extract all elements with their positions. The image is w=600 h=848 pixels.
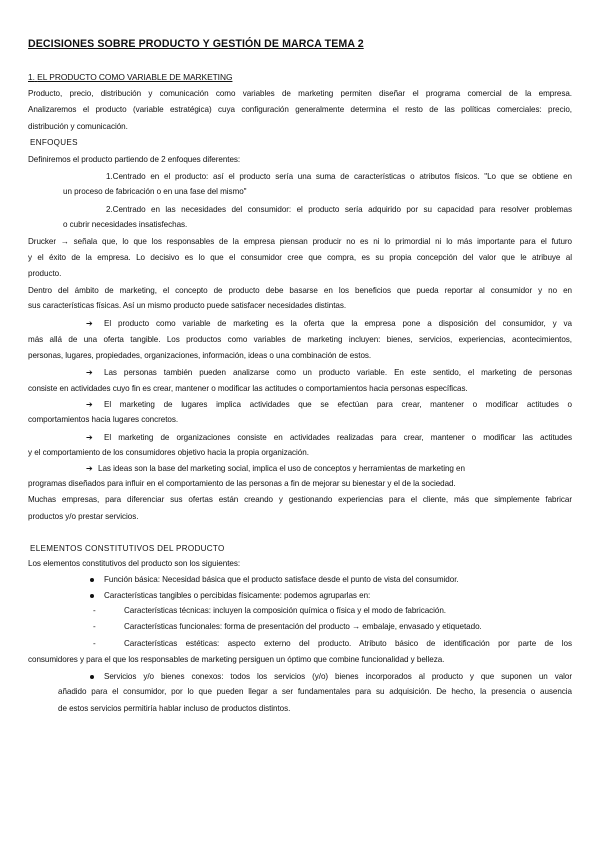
arrow-right-icon: ➔ (86, 400, 93, 409)
arrow-item-3-line-1: ➔ El marketing de lugares implica actividades que se efectúan para crear, mantener o modificar actitudes o (86, 400, 572, 409)
section-1-title: EL PRODUCTO COMO VARIABLE DE MARKETING (37, 72, 233, 82)
bullet-3-line-1: Servicios y/o bienes conexos: todos los servicios (y/o) bienes incorporados al producto y que suponen un valor (104, 672, 572, 681)
sub-item-3-line-2: consumidores y para el que los responsables de marketing persiguen un óptimo que combine funcionalidad y belleza. (28, 655, 445, 664)
dash-icon: - (93, 606, 96, 615)
arrow-item-2-line-1: ➔ Las personas también pueden analizarse como un producto variable. En este sentido, el marketing de personas (86, 368, 572, 377)
section-1-number: 1. (28, 72, 35, 82)
intro-line-3: distribución y comunicación. (28, 122, 128, 131)
section-2-intro: Los elementos constitutivos del producto son los siguientes: (28, 559, 241, 568)
arrow-item-4-line-1: ➔ El marketing de organizaciones consiste en actividades realizadas para crear, mantener o modificar las actitudes (86, 433, 572, 442)
enfoques-intro: Definiremos el producto partiendo de 2 enfoques diferentes: (28, 155, 241, 164)
bullet-dot-icon (90, 578, 94, 582)
arrow-item-1-line-1: ➔ El producto como variable de marketing es la oferta que la empresa pone a disposición del consumidor, y va (86, 319, 572, 328)
dash-icon: - (93, 639, 96, 648)
bullet-1: Función básica: Necesidad básica que el producto satisface desde el punto de vista del consumidor. (104, 575, 459, 584)
enfoque-1-line-2: un proceso de fabricación o en una fase del mismo" (63, 187, 247, 196)
enfoque-1-line-1: 1.Centrado en el producto: así el producto sería una suma de características o atributos físicos. "Lo que se obtiene en (106, 172, 572, 181)
arrow-item-4-line-2: y el comportamiento de los consumidores objetivo hacia la propia organización. (28, 448, 309, 457)
muchas-line-2: productos y/o prestar servicios. (28, 512, 139, 521)
bullet-dot-icon (90, 594, 94, 598)
drucker-line-2: y el éxito de la empresa. Lo decisivo es lo que el consumidor cree que compra, es su propia concepción del valor que le atribuye al (28, 253, 572, 262)
enfoque-2-line-2: o cubrir necesidades insatisfechas. (63, 220, 188, 229)
intro-line-1: Producto, precio, distribución y comunicación como variables de marketing permiten diseñar el programa comercial de la empresa. (28, 89, 572, 98)
drucker-line-1: Drucker → señala que, lo que los responsables de la empresa piensan producir no es ni lo primordial ni lo más importante para el futuro (28, 237, 572, 246)
arrow-item-3-line-2: comportamientos hacia lugares concretos. (28, 415, 179, 424)
enfoques-heading: ENFOQUES (30, 138, 78, 147)
arrow-right-icon: ➔ (86, 368, 93, 377)
sub-item-3-line-1: Características estéticas: aspecto externo del producto. Atributo básico de identificación por parte de los (124, 639, 572, 648)
arrow-item-1-line-2: más allá de una oferta tangible. Los productos como variables de marketing incluyen: bienes, servicios, experiencias, acontecimientos, (28, 335, 572, 344)
document-title: DECISIONES SOBRE PRODUCTO Y GESTIÓN DE MARCA TEMA 2 (28, 38, 364, 50)
arrow-item-5-line-1: ➔ Las ideas son la base del marketing social, implica el uso de conceptos y herramientas de marketing en (86, 464, 465, 473)
arrow-item-1-line-3: personas, lugares, propiedades, organizaciones, información, ideas o una combinación de estos. (28, 351, 372, 360)
arrow-right-icon: ➔ (86, 464, 93, 473)
section-2-heading: ELEMENTOS CONSTITUTIVOS DEL PRODUCTO (30, 544, 225, 553)
intro-line-2: Analizaremos el producto (variable estratégica) cuya configuración generalmente determina el resto de las políticas comerciales: precio, (28, 105, 572, 114)
ambito-line-1: Dentro del ámbito de marketing, el concepto de producto debe basarse en los beneficios que pueda reportar al consumidor y no en (28, 286, 572, 295)
arrow-item-2-line-2: consiste en actividades cuyo fin es crear, mantener o modificar las actitudes o comportamientos hacia personas específicas. (28, 384, 468, 393)
arrow-right-icon: ➔ (86, 433, 93, 442)
drucker-line-3: producto. (28, 269, 62, 278)
ambito-line-2: sus características físicas. Así un mismo producto puede satisfacer necesidades distintas. (28, 301, 347, 310)
arrow-right-icon: ➔ (86, 319, 93, 328)
sub-item-1: Características técnicas: incluyen la composición química o física y el modo de fabricación. (124, 606, 446, 615)
section-1-heading (28, 72, 572, 83)
bullet-2: Características tangibles o percibidas físicamente: podemos agruparlas en: (104, 591, 371, 600)
bullet-dot-icon (90, 675, 94, 679)
bullet-3-line-2: añadido para el consumidor, por lo que pueden llegar a ser fundamentales para su adquisición. De hecho, la presencia o ausencia (58, 687, 572, 696)
sub-item-2: Características funcionales: forma de presentación del producto → embalaje, envasado y etiquetado. (124, 622, 482, 631)
bullet-3-line-3: de estos servicios permitiría hablar incluso de productos distintos. (58, 704, 291, 713)
muchas-line-1: Muchas empresas, para diferenciar sus ofertas están creando y gestionando experiencias para el cliente, más que simplemente fabricar (28, 495, 572, 504)
arrow-item-5-line-2: programas diseñados para influir en el comportamiento de las personas a fin de mejorar su bienestar y el de la sociedad. (28, 479, 456, 488)
enfoque-2-line-1: 2.Centrado en las necesidades del consumidor: el producto sería adquirido por su capacidad para resolver problemas (106, 205, 572, 214)
dash-icon: - (93, 622, 96, 631)
